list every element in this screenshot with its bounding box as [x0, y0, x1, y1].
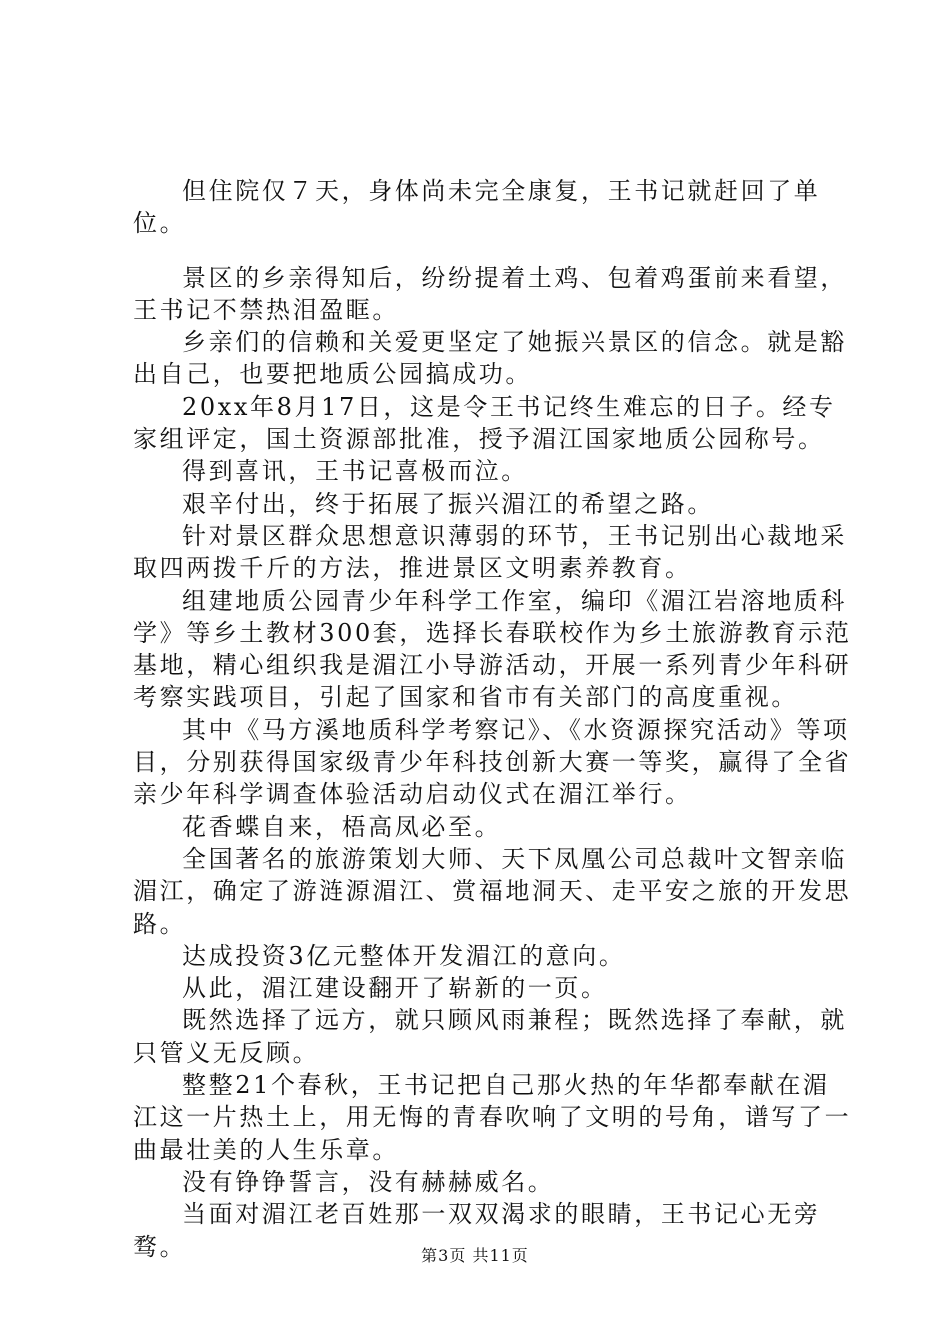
- document-body: [133, 175, 853, 1263]
- paragraph: 针对景区群众思想意识薄弱的环节，王书记别出心裁地采取四两拨千斤的方法，推进景区文明素养教育。: [133, 521, 847, 583]
- paragraph: 既然选择了远方，就只顾风雨兼程；既然选择了奉献，就只管义无反顾。: [133, 1006, 847, 1067]
- paragraph: 得到喜讯，王书记喜极而泣。: [182, 457, 528, 486]
- paragraph: 景区的乡亲得知后，纷纷提着土鸡、包着鸡蛋前来看望，王书记不禁热泪盈眶。: [133, 263, 847, 324]
- paragraph: 其中《马方溪地质科学考察记》、《水资源探究活动》等项目，分别获得国家级青少年科技创新大赛一等奖，赢得了全省亲少年科学调查体验活动启动仪式在湄江举行。: [133, 715, 852, 809]
- paragraph: 组建地质公园青少年科学工作室，编印《湄江岩溶地质科学》等乡土教材300套，选择长春联校作为乡土旅游教育示范基地，精心组织我是湄江小导游活动，开展一系列青少年科研考察实践项目，引起了国家和省市有关部门的高度重视。: [133, 586, 852, 712]
- paragraph: 从此，湄江建设翻开了崭新的一页。: [182, 974, 608, 1003]
- paragraph: 达成投资3亿元整体开发湄江的意向。: [182, 941, 626, 970]
- paragraph: 艰辛付出，终于拓展了振兴湄江的希望之路。: [182, 489, 714, 518]
- paragraph: 但住院仅７天，身体尚未完全康复，王书记就赶回了单位。: [133, 177, 821, 238]
- paragraph: 花香蝶自来，梧高凤必至。: [182, 812, 502, 841]
- paragraph: 全国著名的旅游策划大师、天下凤凰公司总裁叶文智亲临湄江，确定了游涟源湄江、赏福地洞天、走平安之旅的开发思路。: [133, 844, 852, 938]
- paragraph: 20xx年8月17日，这是令王书记终生难忘的日子。经专家组评定，国土资源部批准，授予湄江国家地质公园称号。: [133, 392, 836, 454]
- page-footer: 第3页 共11页: [421, 1246, 529, 1265]
- paragraph: 没有铮铮誓言，没有赫赫威名。: [182, 1167, 555, 1196]
- paragraph: 整整21个春秋，王书记把自己那火热的年华都奉献在湄江这一片热土上，用无悔的青春吹响了文明的号角，谱写了一曲最壮美的人生乐章。: [133, 1071, 852, 1164]
- paragraph: 乡亲们的信赖和关爱更坚定了她振兴景区的信念。就是豁出自己，也要把地质公园搞成功。: [133, 328, 847, 389]
- paragraph: 当面对湄江老百姓那一双双渴求的眼睛，王书记心无旁骛。: [133, 1200, 821, 1261]
